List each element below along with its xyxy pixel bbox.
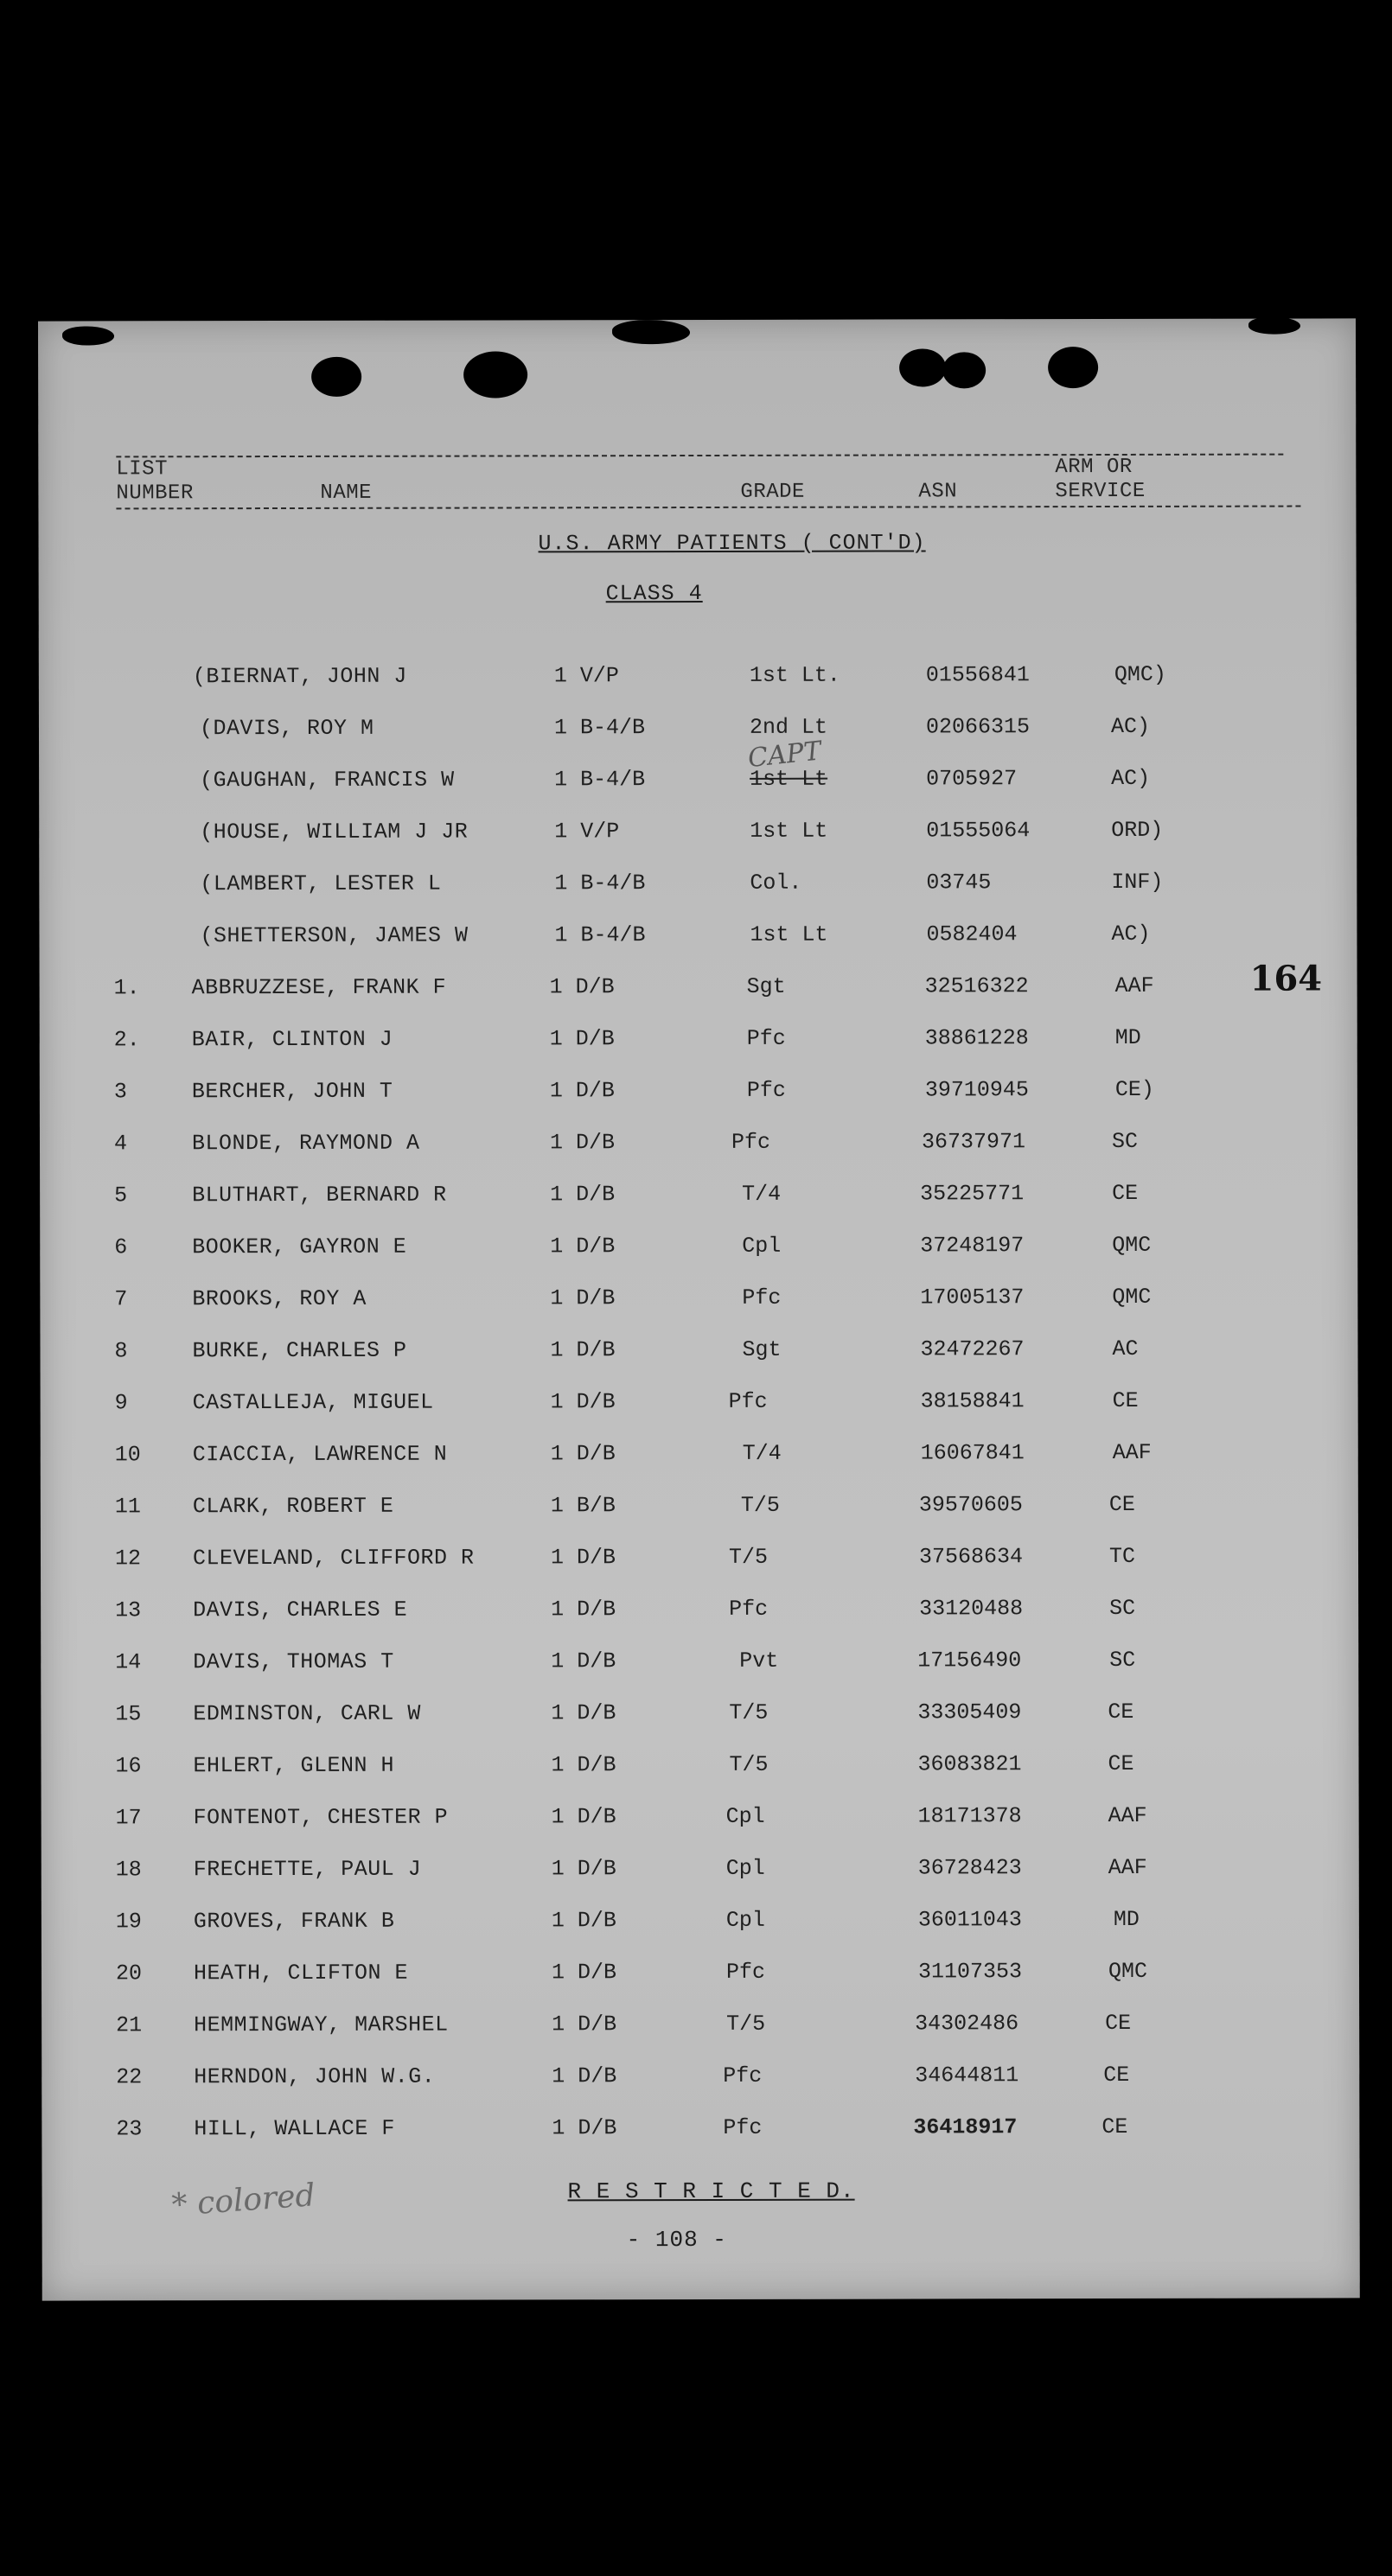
patient-class: 1 D/B	[552, 2012, 617, 2037]
document-page	[38, 318, 1360, 2300]
patient-class: 1 D/B	[550, 1285, 616, 1311]
patient-class: 1 D/B	[551, 1856, 616, 1882]
patient-asn: 01555064	[926, 818, 1031, 844]
patient-grade: Pfc	[746, 1025, 786, 1051]
patient-grade: Pfc	[723, 2114, 763, 2140]
table-row	[39, 657, 1357, 694]
patient-grade: Pfc	[725, 1959, 766, 1985]
table-row	[42, 1954, 1359, 1991]
patient-asn: 39710945	[924, 1077, 1029, 1103]
list-number: 18	[115, 1857, 142, 1883]
stamp-number: 164	[1249, 958, 1323, 999]
header-grade: GRADE	[740, 480, 805, 504]
patient-grade: Cpl	[725, 1803, 765, 1829]
header-bottom-rule	[116, 506, 1300, 510]
patient-name: BURKE, CHARLES P	[192, 1337, 407, 1364]
list-number: 19	[115, 1909, 142, 1935]
header-number: NUMBER	[116, 481, 194, 506]
patient-asn: 03745	[926, 870, 992, 896]
patient-asn: 0582404	[926, 921, 1018, 947]
patient-name: (HOUSE, WILLIAM J JR	[200, 819, 469, 845]
patient-name: HEMMINGWAY, MARSHEL	[194, 2012, 449, 2038]
patient-arm: AC)	[1110, 713, 1151, 739]
patient-class: 1 D/B	[550, 1182, 616, 1208]
list-number: 15	[115, 1701, 142, 1727]
class-label: CLASS 4	[605, 580, 703, 607]
patient-arm: CE	[1101, 2114, 1128, 2140]
patient-asn: 36737971	[921, 1129, 1026, 1155]
patient-class: 1 D/B	[552, 2115, 617, 2141]
header-list: LIST	[116, 457, 168, 481]
patient-arm: INF)	[1111, 869, 1164, 895]
patient-grade: Cpl	[725, 1907, 765, 1933]
patient-asn: 17156490	[917, 1648, 1022, 1674]
patient-class: 1 D/B	[551, 1700, 616, 1726]
patient-grade: Pfc	[723, 2063, 763, 2088]
punch-hole-3	[899, 348, 946, 386]
header-service: SERVICE	[1055, 479, 1146, 504]
list-number: 20	[115, 1961, 143, 1986]
patient-name: HILL, WALLACE F	[194, 2115, 395, 2142]
patient-name: (GAUGHAN, FRANCIS W	[200, 767, 455, 794]
patient-name: EDMINSTON, CARL W	[193, 1700, 421, 1727]
punch-hole-1	[311, 357, 361, 397]
table-row	[40, 1020, 1357, 1057]
patient-arm: AAF	[1114, 972, 1154, 998]
patient-class: 1 D/B	[549, 1130, 616, 1156]
patient-arm: CE	[1112, 1387, 1139, 1413]
patient-arm: TC	[1108, 1543, 1136, 1570]
list-number: 1.	[113, 975, 140, 1001]
patient-arm: QMC	[1112, 1284, 1152, 1310]
table-row	[40, 1124, 1357, 1161]
patient-name: FRECHETTE, PAUL J	[193, 1856, 422, 1883]
patient-arm: SC	[1109, 1595, 1136, 1622]
patient-asn: 36011043	[917, 1907, 1022, 1933]
patient-asn: 32516322	[924, 973, 1029, 999]
patient-arm: QMC	[1112, 1232, 1152, 1258]
page-number: - 108 -	[626, 2226, 727, 2254]
patient-grade: Pfc	[729, 1596, 769, 1622]
patient-class: 1 D/B	[551, 1804, 616, 1830]
torn-edge-left	[62, 326, 114, 345]
patient-name: FONTENOT, CHESTER P	[193, 1804, 449, 1831]
patient-class: 1 D/B	[552, 2063, 617, 2089]
patient-class: 1 D/B	[550, 1234, 616, 1259]
patient-asn: 17005137	[920, 1285, 1025, 1310]
list-number: 16	[115, 1753, 142, 1779]
patient-arm: AAF	[1108, 1802, 1147, 1829]
patient-name: (SHETTERSON, JAMES W	[200, 922, 469, 949]
patient-arm: QMC	[1108, 1958, 1148, 1985]
patient-grade: Pfc	[731, 1129, 771, 1155]
patient-name: DAVIS, THOMAS T	[193, 1648, 394, 1675]
patient-class: 1 B-4/B	[554, 922, 646, 948]
patient-class: 1 B/B	[550, 1493, 616, 1519]
patient-name: ABBRUZZESE, FRANK F	[191, 974, 447, 1001]
patient-name: GROVES, FRANK B	[193, 1908, 395, 1935]
torn-edge-right	[1248, 317, 1300, 335]
patient-class: 1 B-4/B	[554, 767, 646, 793]
patient-name: BROOKS, ROY A	[192, 1285, 367, 1312]
patient-name: HEATH, CLIFTON E	[193, 1960, 409, 1986]
patient-class: 1 V/P	[553, 663, 619, 689]
list-number: 9	[114, 1390, 128, 1416]
patient-class: 1 D/B	[551, 1597, 616, 1623]
list-number: 14	[115, 1649, 142, 1675]
punch-hole-2	[463, 351, 527, 398]
patient-arm: MD	[1113, 1906, 1140, 1932]
table-row	[41, 1694, 1358, 1731]
table-row	[42, 1850, 1359, 1887]
patient-grade: 1st Lt	[750, 921, 828, 947]
table-row	[41, 1642, 1358, 1680]
list-number: 22	[116, 2064, 143, 2090]
patient-asn: 36728423	[917, 1855, 1022, 1881]
patient-arm: CE	[1103, 2062, 1130, 2088]
patient-class: 1 D/B	[549, 974, 615, 1000]
section-title: U.S. ARMY PATIENTS ( CONT'D)	[538, 530, 926, 557]
handwritten-note: * colored	[170, 2177, 316, 2224]
patient-grade: Sgt	[742, 1336, 782, 1362]
patient-arm: CE	[1105, 2010, 1132, 2037]
torn-edge-center	[612, 320, 690, 344]
restricted-footer: R E S T R I C T E D.	[567, 2177, 855, 2205]
patient-arm: AC	[1112, 1336, 1139, 1361]
patient-grade: Pfc	[742, 1285, 782, 1310]
patient-class: 1 D/B	[549, 1026, 615, 1052]
table-row	[42, 2109, 1359, 2146]
patient-asn: 37248197	[920, 1233, 1025, 1259]
patient-name: CASTALLEJA, MIGUEL	[192, 1389, 434, 1416]
table-row	[41, 1383, 1358, 1420]
patient-asn: 33305409	[917, 1699, 1022, 1725]
patient-arm: AC)	[1111, 765, 1151, 791]
patient-arm: CE	[1108, 1491, 1135, 1518]
patient-grade: T/4	[742, 1440, 782, 1466]
patient-name: (DAVIS, ROY M	[199, 715, 374, 742]
patient-name: CLARK, ROBERT E	[192, 1493, 394, 1520]
table-row	[41, 1591, 1358, 1628]
grade-handwritten-correction: CAPT	[746, 736, 823, 775]
patient-name: (BIERNAT, JOHN J	[192, 663, 407, 690]
patient-asn: 32472267	[920, 1336, 1025, 1362]
table-row	[42, 1798, 1359, 1835]
patient-arm: ORD)	[1111, 817, 1164, 843]
patient-asn: 36083821	[917, 1751, 1022, 1777]
patient-class: 1 D/B	[551, 1960, 617, 1986]
list-number: 23	[116, 2116, 143, 2142]
patient-class: 1 B-4/B	[554, 870, 646, 896]
patient-asn: 31107353	[917, 1959, 1023, 1985]
list-number: 13	[115, 1597, 142, 1623]
list-number: 8	[114, 1338, 128, 1364]
patient-class: 1 D/B	[551, 1908, 616, 1934]
table-row	[42, 2057, 1359, 2095]
list-number: 5	[114, 1183, 128, 1208]
list-number: 21	[116, 2012, 143, 2038]
list-number: 11	[114, 1494, 141, 1520]
patient-name: EHLERT, GLENN H	[193, 1752, 395, 1779]
table-row	[40, 1279, 1357, 1317]
header-arm: ARM OR	[1055, 455, 1133, 480]
patient-class: 1 D/B	[551, 1752, 616, 1778]
table-row	[39, 813, 1357, 850]
patient-class: 1 D/B	[550, 1389, 616, 1415]
patient-arm: CE	[1108, 1699, 1134, 1725]
patient-name: CIACCIA, LAWRENCE N	[192, 1441, 448, 1468]
patient-grade: Col.	[750, 870, 802, 896]
patient-asn: 0705927	[926, 766, 1018, 792]
table-row	[41, 1539, 1358, 1576]
table-row	[40, 1227, 1357, 1265]
patient-asn: 02066315	[925, 714, 1031, 740]
patient-class: 1 V/P	[554, 819, 620, 845]
table-row	[39, 916, 1357, 953]
patient-name: HERNDON, JOHN W.G.	[194, 2063, 436, 2090]
patient-asn: 38861228	[924, 1025, 1029, 1051]
patient-grade: Pfc	[728, 1388, 768, 1414]
patient-grade: 1st Lt	[750, 766, 828, 792]
patient-grade: Sgt	[746, 973, 786, 999]
table-row	[41, 1746, 1358, 1783]
table-row	[39, 761, 1357, 798]
patient-grade: T/5	[726, 2011, 766, 2037]
patient-asn: 39570605	[918, 1492, 1023, 1518]
patient-asn: 36418917	[913, 2114, 1018, 2140]
patient-asn: 33120488	[919, 1596, 1024, 1622]
patient-grade: T/4	[742, 1181, 782, 1207]
patient-arm: CE	[1108, 1750, 1134, 1777]
patient-grade: 2nd Lt	[749, 714, 828, 740]
patient-asn: 16067841	[920, 1440, 1025, 1466]
patient-grade: T/5	[729, 1699, 769, 1725]
patient-name: CLEVELAND, CLIFFORD R	[192, 1545, 475, 1572]
list-number: 7	[114, 1286, 128, 1312]
patient-arm: CE)	[1114, 1076, 1154, 1102]
patient-grade: T/5	[729, 1751, 769, 1777]
table-row	[42, 1902, 1359, 1939]
patient-class: 1 B-4/B	[553, 715, 646, 741]
patient-class: 1 D/B	[549, 1078, 615, 1104]
header-name: NAME	[320, 481, 373, 505]
patient-grade: T/5	[740, 1492, 780, 1518]
patient-name: BAIR, CLINTON J	[191, 1026, 393, 1053]
patient-asn: 01556841	[925, 662, 1030, 688]
patient-grade: Cpl	[742, 1233, 782, 1259]
patient-name: BLONDE, RAYMOND A	[191, 1130, 420, 1157]
patient-class: 1 D/B	[550, 1441, 616, 1467]
patient-grade: 1st Lt	[750, 818, 828, 844]
patient-grade: Pfc	[746, 1077, 786, 1103]
list-number: 4	[113, 1131, 128, 1157]
patient-asn: 34302486	[915, 2011, 1019, 2037]
table-row	[39, 864, 1357, 902]
patient-name: BERCHER, JOHN T	[191, 1078, 393, 1105]
patient-asn: 37568634	[918, 1544, 1024, 1570]
list-number: 2.	[113, 1027, 140, 1053]
table-row	[40, 1176, 1357, 1213]
patient-name: BOOKER, GAYRON E	[192, 1234, 407, 1260]
table-row	[41, 1487, 1358, 1524]
punch-hole-4	[942, 352, 986, 388]
patient-arm: AC)	[1111, 921, 1151, 947]
patient-name: (LAMBERT, LESTER L	[200, 870, 442, 897]
patient-grade: Cpl	[725, 1855, 765, 1881]
patient-class: 1 D/B	[550, 1337, 616, 1363]
patient-arm: SC	[1109, 1647, 1136, 1674]
patient-name: BLUTHART, BERNARD R	[192, 1182, 447, 1208]
patient-asn: 34644811	[915, 2063, 1019, 2088]
table-row	[41, 1435, 1358, 1472]
patient-class: 1 D/B	[551, 1648, 616, 1674]
patient-name: DAVIS, CHARLES E	[193, 1597, 408, 1623]
list-number: 17	[115, 1805, 142, 1831]
patient-arm: AAF	[1112, 1439, 1152, 1465]
patient-asn: 35225771	[920, 1181, 1025, 1207]
patient-class: 1 D/B	[550, 1545, 616, 1571]
patient-asn: 18171378	[917, 1803, 1022, 1829]
patient-arm: QMC)	[1114, 661, 1166, 687]
table-row	[40, 968, 1357, 1005]
list-number: 12	[114, 1546, 142, 1572]
patient-arm: MD	[1114, 1024, 1141, 1050]
patient-asn: 38158841	[920, 1388, 1025, 1414]
patient-grade: 1st Lt.	[749, 662, 840, 688]
table-row	[40, 1331, 1357, 1368]
table-row	[42, 2005, 1359, 2043]
list-number: 6	[114, 1234, 128, 1260]
patient-arm: AAF	[1108, 1854, 1147, 1881]
patient-grade: T/5	[728, 1544, 769, 1570]
list-number: 10	[114, 1442, 141, 1468]
patient-arm: SC	[1111, 1128, 1139, 1154]
patient-grade: Pvt	[739, 1648, 779, 1674]
table-row	[39, 709, 1357, 746]
patient-arm: CE	[1112, 1180, 1139, 1206]
punch-hole-5	[1048, 347, 1098, 388]
header-asn: ASN	[918, 480, 958, 504]
table-row	[40, 1072, 1357, 1109]
list-number: 3	[113, 1079, 127, 1105]
